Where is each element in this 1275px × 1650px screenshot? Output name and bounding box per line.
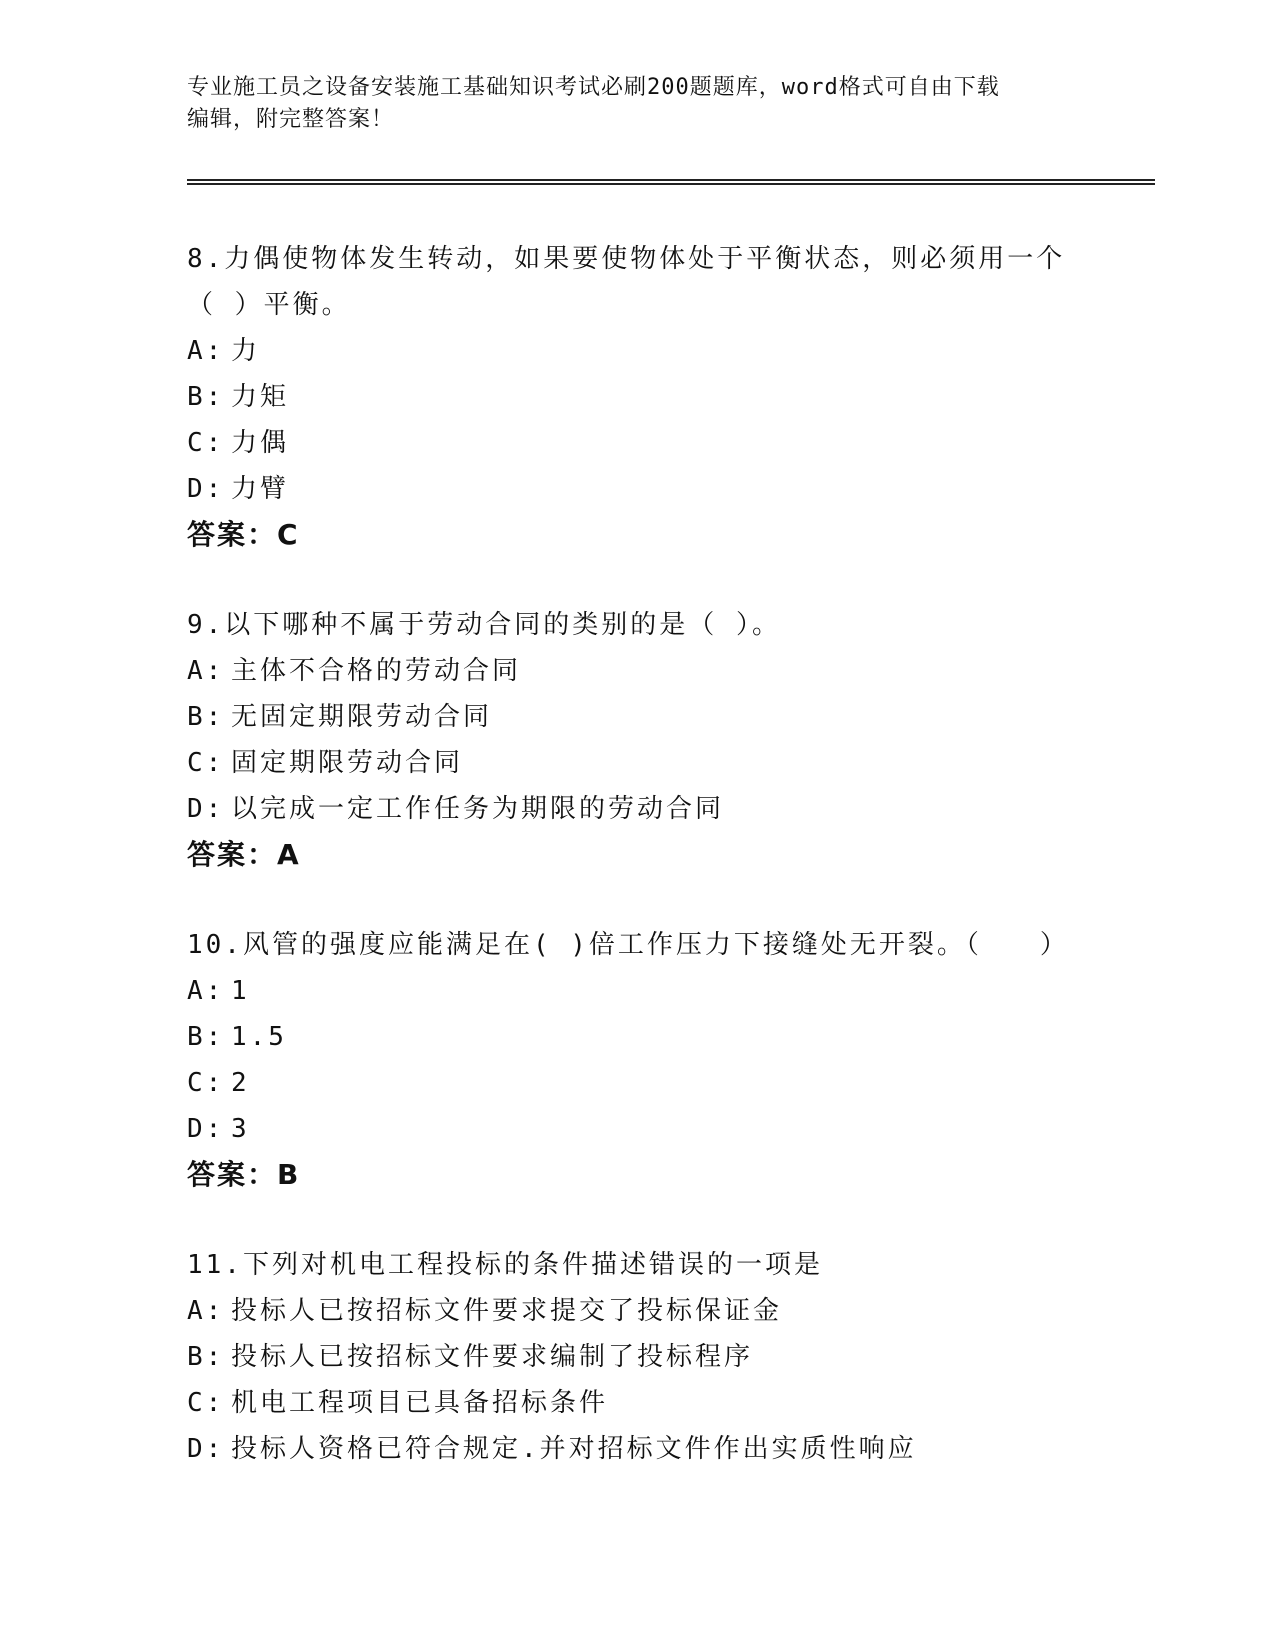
question-text-continued: （ ）平衡。 [187, 290, 351, 320]
option-letter: C: [187, 1388, 225, 1418]
option-text: 力臂 [231, 474, 290, 504]
question-list [187, 236, 1087, 1516]
option-letter: A: [187, 976, 225, 1006]
option-d [187, 1106, 1087, 1152]
option-text: 机电工程项目已具备招标条件 [231, 1388, 609, 1418]
option-letter: B: [187, 702, 225, 732]
option-b [187, 694, 1087, 740]
document-header [187, 72, 1067, 136]
option-letter: A: [187, 336, 225, 366]
answer-value: C [277, 518, 298, 551]
header-title-line-2: 编辑，附完整答案！ [187, 107, 395, 132]
question-11 [187, 1242, 1087, 1472]
answer-label: 答案： [187, 838, 278, 871]
option-text: 主体不合格的劳动合同 [231, 656, 522, 686]
option-letter: D: [187, 794, 225, 824]
option-d [187, 1426, 1087, 1472]
answer-value: B [277, 1158, 299, 1191]
option-text: 以完成一定工作任务为期限的劳动合同 [231, 794, 725, 824]
option-d [187, 466, 1087, 512]
option-letter: D: [187, 474, 225, 504]
option-text: 固定期限劳动合同 [231, 748, 464, 778]
option-c [187, 420, 1087, 466]
question-text: 11.下列对机电工程投标的条件描述错误的一项是 [187, 1250, 823, 1280]
option-c [187, 1060, 1087, 1106]
option-text: 1 [231, 976, 250, 1006]
answer-label: 答案： [187, 518, 278, 551]
question-text: 10.风管的强度应能满足在( )倍工作压力下接缝处无开裂。（ ） [187, 930, 1069, 960]
question-9 [187, 602, 1087, 878]
option-a [187, 968, 1087, 1014]
option-d [187, 786, 1087, 832]
option-letter: A: [187, 1296, 225, 1326]
option-letter: A: [187, 656, 225, 686]
question-text: 8.力偶使物体发生转动，如果要使物体处于平衡状态，则必须用一个 [187, 244, 1066, 274]
question-text: 9.以下哪种不属于劳动合同的类别的是（ ）。 [187, 610, 781, 640]
option-text: 力矩 [231, 382, 290, 412]
option-b [187, 1334, 1087, 1380]
option-text: 力 [231, 336, 261, 366]
option-letter: B: [187, 382, 225, 412]
answer-value: A [277, 838, 299, 871]
option-b [187, 1014, 1087, 1060]
option-letter: C: [187, 748, 225, 778]
option-letter: D: [187, 1114, 225, 1144]
answer-line [187, 832, 1087, 878]
option-text: 无固定期限劳动合同 [231, 702, 493, 732]
header-divider-top [187, 179, 1155, 181]
option-c [187, 1380, 1087, 1426]
option-text: 投标人已按招标文件要求编制了投标程序 [231, 1342, 754, 1372]
option-letter: C: [187, 1068, 225, 1098]
option-text: 1.5 [231, 1022, 287, 1052]
option-text: 投标人资格已符合规定.并对招标文件作出实质性响应 [231, 1434, 917, 1464]
question-10 [187, 922, 1087, 1198]
question-8 [187, 236, 1087, 558]
option-letter: C: [187, 428, 225, 458]
header-title-line-1: 专业施工员之设备安装施工基础知识考试必刷200题题库，word格式可自由下载 [187, 75, 1000, 100]
option-text: 投标人已按招标文件要求提交了投标保证金 [231, 1296, 783, 1326]
option-a [187, 648, 1087, 694]
answer-line [187, 1152, 1087, 1198]
header-divider-bottom [187, 183, 1155, 185]
option-letter: D: [187, 1434, 225, 1464]
answer-label: 答案： [187, 1158, 278, 1191]
answer-line [187, 512, 1087, 558]
option-b [187, 374, 1087, 420]
option-a [187, 1288, 1087, 1334]
option-text: 力偶 [231, 428, 290, 458]
option-c [187, 740, 1087, 786]
option-letter: B: [187, 1342, 225, 1372]
option-a [187, 328, 1087, 374]
option-text: 3 [231, 1114, 250, 1144]
option-letter: B: [187, 1022, 225, 1052]
option-text: 2 [231, 1068, 250, 1098]
